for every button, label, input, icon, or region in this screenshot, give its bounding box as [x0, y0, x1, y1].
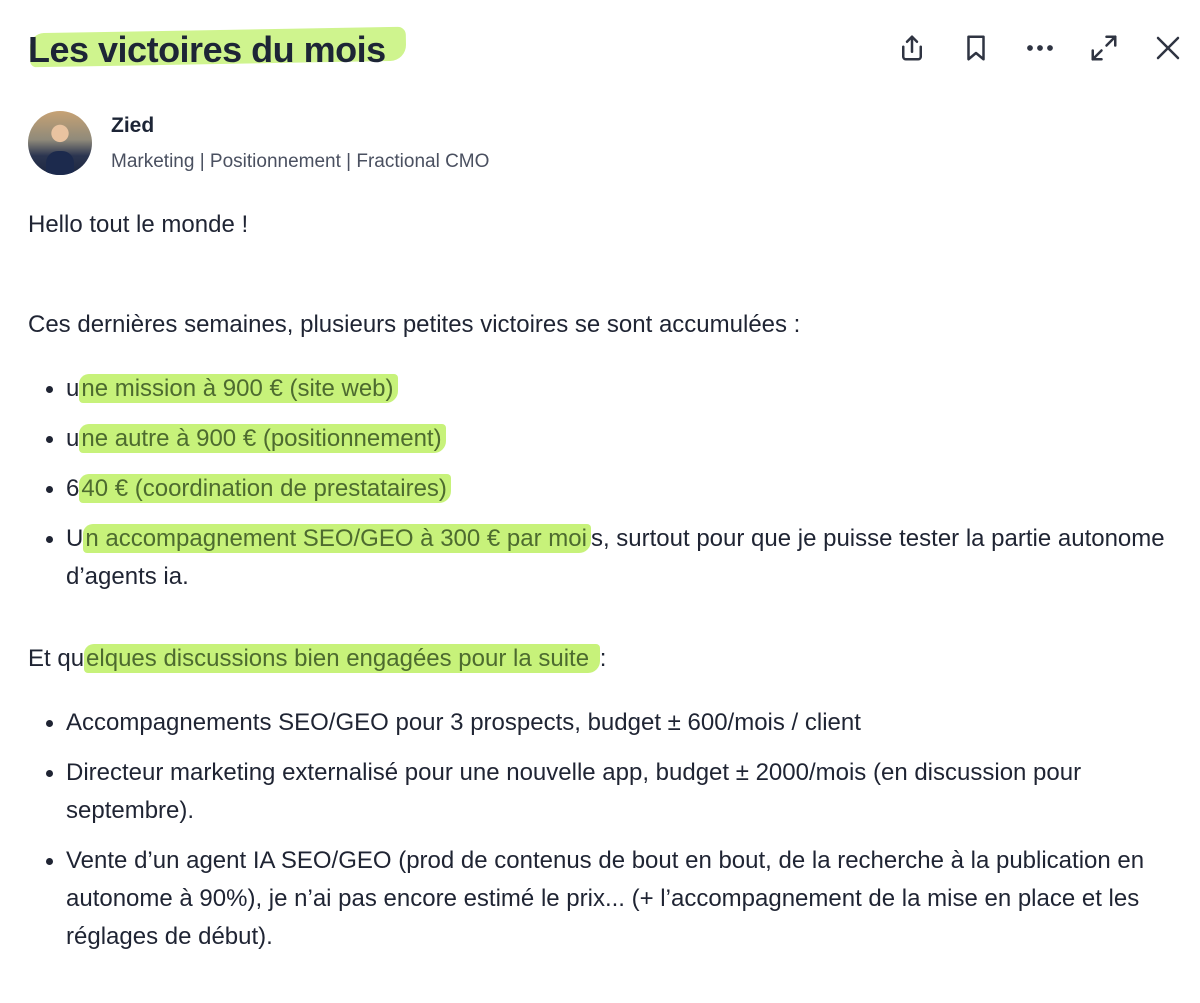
list-item: • Vente d’un agent IA SEO/GEO (prod de contenus de bout en bout, de la recherche à la publication en autonome à 90%), je n’ai pas encore estimé le prix... (+ l’accompagnement de la mise en place et les réglages de début).: [66, 842, 1178, 956]
list-item: • une autre à 900 € (positionnement): [66, 420, 1178, 458]
pipeline-list: [28, 704, 1178, 956]
author-name[interactable]: Zied: [111, 114, 155, 137]
post-body: [28, 206, 1178, 968]
share-icon: [897, 33, 927, 63]
share-button[interactable]: [894, 28, 930, 68]
highlight: ne autre à 900 € (positionnement): [79, 424, 445, 453]
list-item: • Directeur marketing externalisé pour une nouvelle app, budget ± 2000/mois (en discussion pour septembre).: [66, 754, 1178, 830]
post-title: Les victoires du mois: [28, 29, 386, 70]
greeting-text: Hello tout le monde !: [28, 211, 249, 238]
more-horizontal-icon: [1025, 33, 1055, 63]
close-button[interactable]: [1150, 28, 1186, 68]
more-button[interactable]: [1022, 28, 1058, 68]
wins-list: [28, 370, 1178, 596]
bookmark-icon: [961, 33, 991, 63]
highlight: ne mission à 900 € (site web): [79, 374, 397, 403]
author-role: Marketing | Positionnement | Fractional CMO: [111, 151, 490, 172]
list-item: • Accompagnements SEO/GEO pour 3 prospects, budget ± 600/mois / client: [66, 704, 1178, 742]
author-avatar[interactable]: [28, 111, 92, 175]
bookmark-button[interactable]: [958, 28, 994, 68]
list-item: • 640 € (coordination de prestataires): [66, 470, 1178, 508]
expand-button[interactable]: [1086, 28, 1122, 68]
outro-text: Et quelques discussions bien engagées pour la suite :: [28, 645, 607, 672]
list-item: • une mission à 900 € (site web): [66, 370, 1178, 408]
expand-icon: [1089, 33, 1119, 63]
post-toolbar: [894, 28, 1186, 68]
intro-text: Ces dernières semaines, plusieurs petites victoires se sont accumulées :: [28, 311, 801, 338]
close-icon: [1153, 33, 1183, 63]
highlight: n accompagnement SEO/GEO à 300 € par moi: [83, 524, 591, 553]
highlight: 40 € (coordination de prestataires): [79, 474, 451, 503]
highlight: elques discussions bien engagées pour la suite: [84, 644, 600, 673]
list-item: • Un accompagnement SEO/GEO à 300 € par moi s, surtout pour que je puisse tester la partie autonome d’agents ia.: [66, 520, 1178, 596]
